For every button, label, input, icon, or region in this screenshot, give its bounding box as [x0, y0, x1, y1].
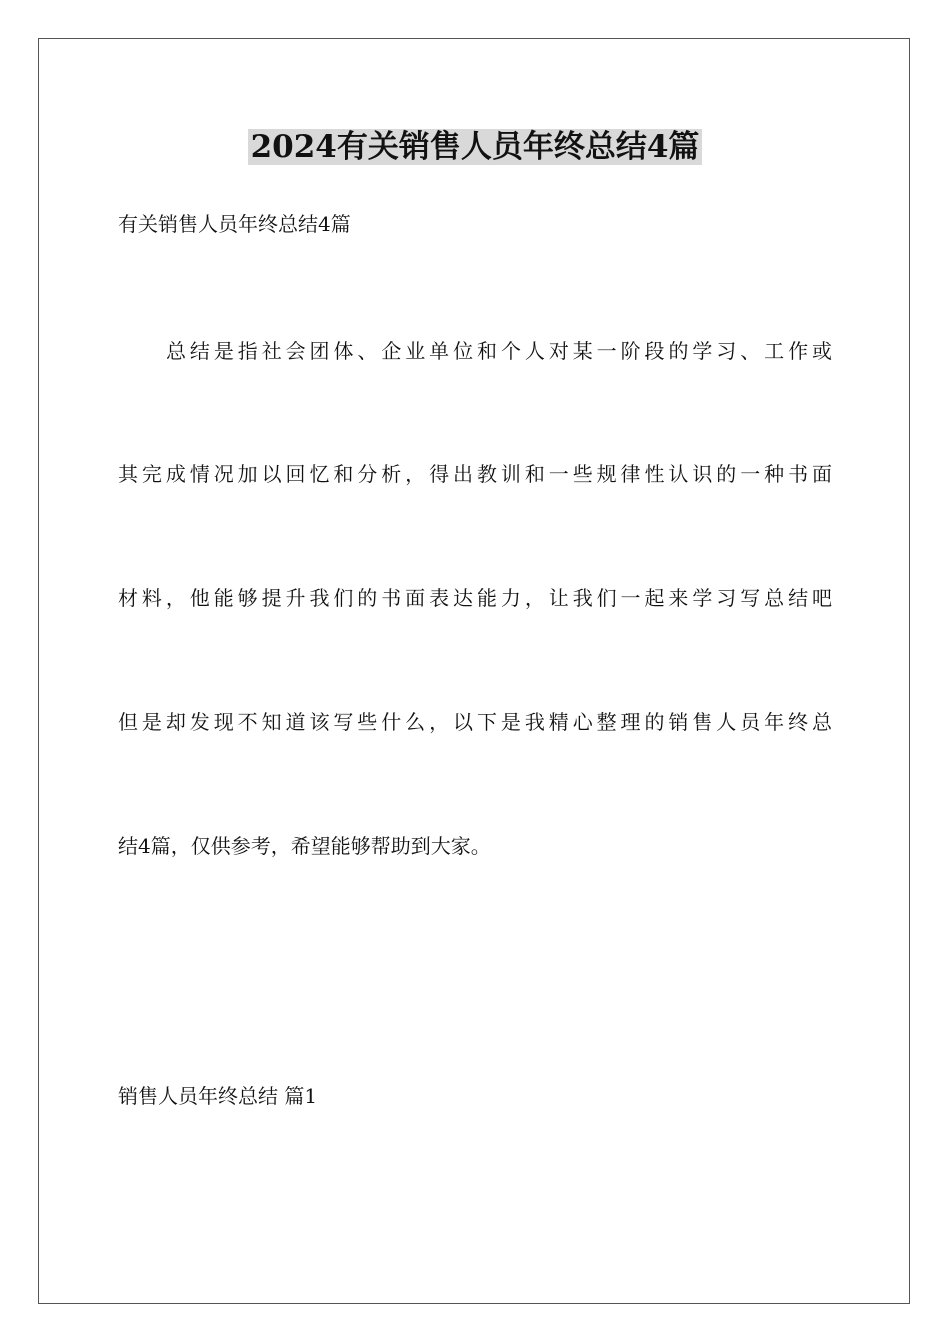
- paragraph-line-1: 总结是指社会团体、企业单位和个人对某一阶段的学习、工作或: [166, 339, 832, 363]
- paragraph-line-3: 材料，他能够提升我们的书面表达能力，让我们一起来学习写总结吧: [118, 586, 832, 610]
- document-subtitle: 有关销售人员年终总结4篇: [118, 212, 351, 236]
- section-heading: 销售人员年终总结 篇1: [118, 1084, 318, 1108]
- paragraph-line-2: 其完成情况加以回忆和分析，得出教训和一些规律性认识的一种书面: [118, 462, 832, 486]
- paragraph-line-5: 结4篇，仅供参考，希望能够帮助到大家。: [118, 834, 491, 858]
- paragraph-line-4: 但是却发现不知道该写些什么，以下是我精心整理的销售人员年终总: [118, 710, 832, 734]
- document-title-text: 2024有关销售人员年终总结4篇: [248, 129, 703, 165]
- document-title: [0, 124, 950, 170]
